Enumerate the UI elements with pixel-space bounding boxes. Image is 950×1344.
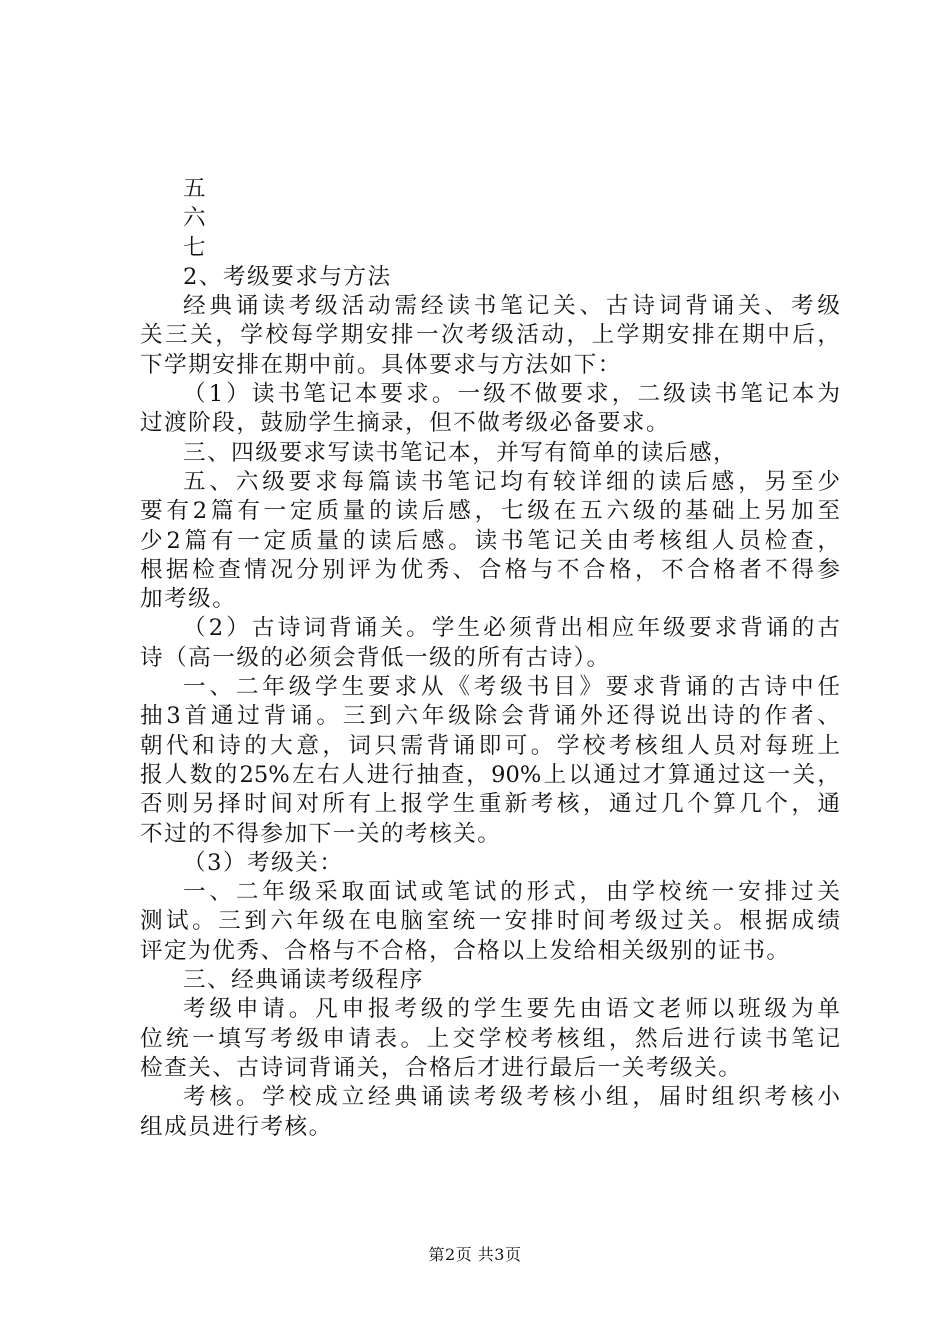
paragraph-line: （2）古诗词背诵关。学生必须背出相应年级要求背诵的古 (183, 615, 840, 642)
paragraph-line: 要有2篇有一定质量的读后感，七级在五六级的基础上另加至 (140, 498, 840, 525)
paragraph-line: 加考级。 (140, 586, 237, 613)
paragraph-line: 一、二年级采取面试或笔试的形式，由学校统一安排过关 (183, 879, 840, 906)
paragraph-line: 抽3首通过背诵。三到六年级除会背诵外还得说出诗的作者、 (140, 703, 840, 730)
paragraph-line: 考核。学校成立经典诵读考级考核小组，届时组织考核小 (183, 1084, 840, 1111)
paragraph-line: 报人数的25%左右人进行抽查，90%上以通过才算通过这一关， (140, 761, 840, 788)
paragraph-line: 测试。三到六年级在电脑室统一安排时间考级过关。根据成绩 (140, 908, 840, 935)
paragraph-line: 检查关、古诗词背诵关，合格后才进行最后一关考级关。 (140, 1054, 743, 1081)
paragraph-line: 位统一填写考级申请表。上交学校考核组，然后进行读书笔记 (140, 1025, 840, 1052)
section-heading: 2、考级要求与方法 (183, 263, 392, 290)
heading-line: 五 (183, 176, 208, 202)
paragraph-line: 诗（高一级的必须会背低一级的所有古诗）。 (140, 644, 611, 671)
paragraph-line: 下学期安排在期中前。具体要求与方法如下： (140, 351, 622, 378)
paragraph-line: 考级申请。凡申报考级的学生要先由语文老师以班级为单 (183, 996, 840, 1023)
paragraph-line: 一、二年级学生要求从《考级书目》要求背诵的古诗中任 (183, 674, 840, 701)
paragraph-line: 否则另择时间对所有上报学生重新考核，通过几个算几个，通 (140, 791, 840, 818)
paragraph-line: （1）读书笔记本要求。一级不做要求，二级读书笔记本为 (183, 381, 840, 408)
paragraph-line: 三、四级要求写读书笔记本，并写有简单的读后感， (183, 439, 738, 466)
paragraph-line: 少2篇有一定质量的读后感。读书笔记关由考核组人员检查， (140, 527, 840, 554)
paragraph-line: 经典诵读考级活动需经读书笔记关、古诗词背诵关、考级 (183, 293, 840, 320)
paragraph-line: 不过的不得参加下一关的考核关。 (140, 820, 502, 847)
section-heading: 三、经典诵读考级程序 (183, 967, 424, 994)
heading-line: 六 (183, 205, 208, 232)
paragraph-line: 根据检查情况分别评为优秀、合格与不合格，不合格者不得参 (140, 556, 840, 583)
paragraph-line: 组成员进行考核。 (140, 1113, 333, 1140)
heading-line: 七 (183, 234, 208, 261)
document-body (140, 175, 840, 1142)
paragraph-line: 五、六级要求每篇读书笔记均有较详细的读后感，另至少 (183, 468, 840, 495)
paragraph-line: （3）考级关： (183, 849, 344, 876)
page-number-footer: 第2页 共3页 (428, 1245, 522, 1264)
paragraph-line: 评定为优秀、合格与不合格，合格以上发给相关级别的证书。 (140, 937, 791, 964)
paragraph-line: 关三关，学校每学期安排一次考级活动，上学期安排在期中后， (140, 322, 840, 349)
paragraph-line: 朝代和诗的大意，词只需背诵即可。学校考核组人员对每班上 (140, 732, 840, 759)
paragraph-line: 过渡阶段，鼓励学生摘录，但不做考级必备要求。 (140, 410, 671, 437)
